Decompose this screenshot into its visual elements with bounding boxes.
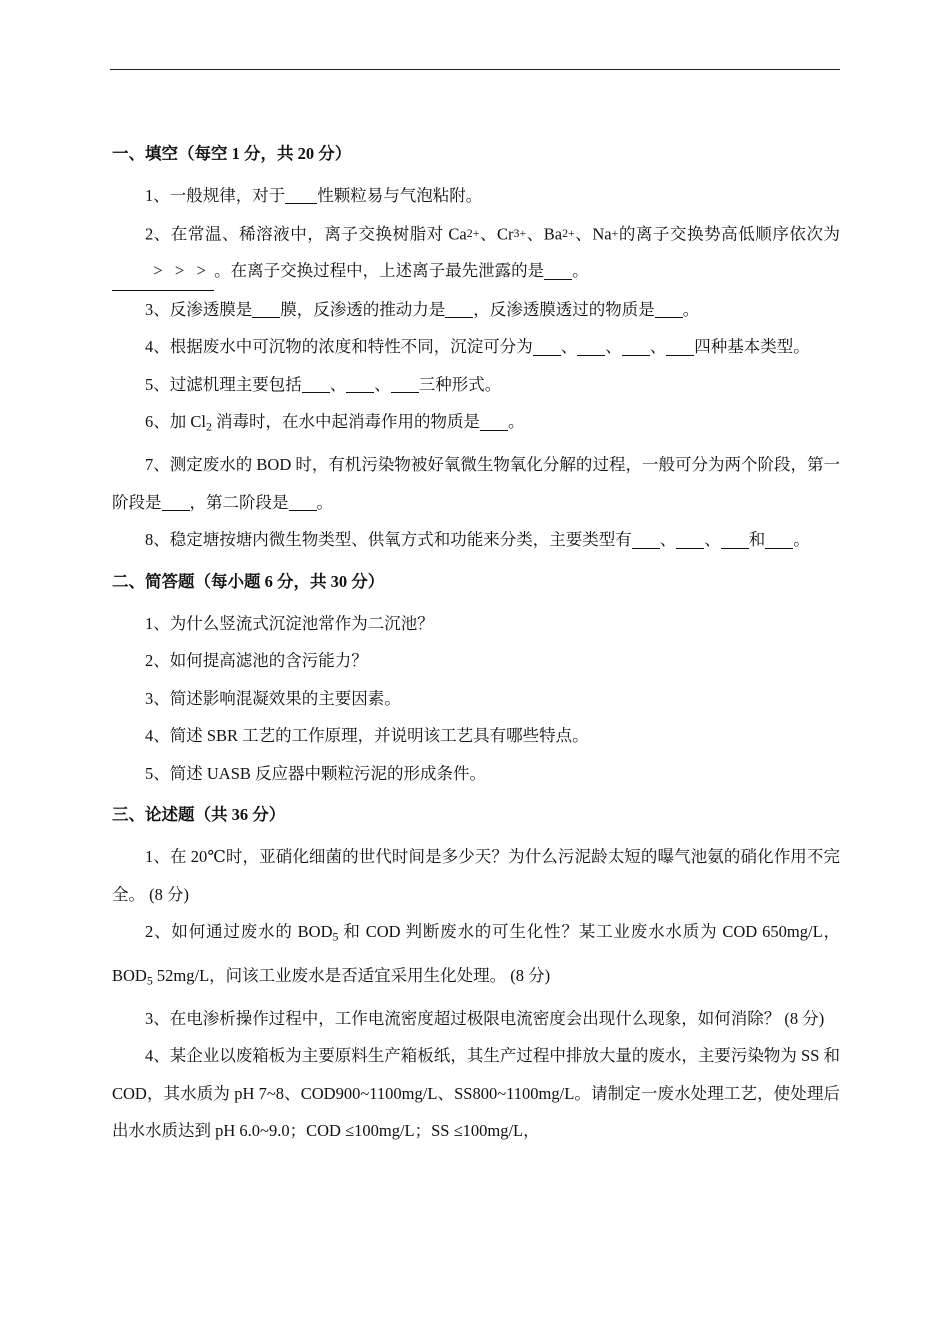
essay-q4: 4、某企业以废箱板为主要原料生产箱板纸，其生产过程中排放大量的废水，主要污染物为 SS 和 COD，其水质为 pH 7~8、COD900~1100mg/L、SS800~1100mg/L。请制定一废水处理工艺，使处理后出水水质达到 pH 6.0~9.0；COD ≤100mg/L；SS ≤100mg/L， xyxy=(112,1046,840,1141)
blank[interactable] xyxy=(655,300,683,318)
section3-title: 三、论述题（共 36 分） xyxy=(112,805,286,825)
fill-q6: 6、加 $Cl_2$ 消毒时，在水中起消毒作用的物质是 。 xyxy=(145,412,525,434)
blank[interactable] xyxy=(302,375,330,393)
blank[interactable] xyxy=(346,375,374,393)
fill-q4: 4、根据废水中可沉物的浓度和特性不同，沉淀可分为 、 、 、 四种基本类型。 xyxy=(145,337,810,357)
short-answer-q2: 2、如何提高滤池的含污能力？ xyxy=(145,651,368,671)
blank[interactable] xyxy=(577,337,605,355)
blank[interactable] xyxy=(544,261,572,279)
fill-q1: 1、一般规律，对于 性颗粒易与气泡粘附。 xyxy=(145,186,483,205)
blank[interactable] xyxy=(162,493,190,511)
order-blank[interactable]: > > > xyxy=(112,252,214,291)
section2-title: 二、简答题（每小题 6 分，共 30 分） xyxy=(112,571,385,591)
blank[interactable] xyxy=(445,300,473,318)
short-answer-q1: 1、为什么竖流式沉淀池常作为二沉池？ xyxy=(145,613,434,633)
blank[interactable] xyxy=(285,186,317,204)
blank[interactable] xyxy=(289,493,317,511)
essay-q2: 2、如何通过废水的 $BOD_5$ 和 COD 判断废水的可生化性？某工业废水水质为 COD 650mg/L，$BOD_5$ 52mg/L，问该工业废水是否适宜采用生化处理。 (8 分) xyxy=(112,922,840,988)
short-answer-q3: 3、简述影响混凝效果的主要因素。 xyxy=(145,688,401,708)
blank[interactable] xyxy=(480,412,508,430)
short-answer-q4: 4、简述 SBR 工艺的工作原理，并说明该工艺具有哪些特点。 xyxy=(145,726,589,746)
blank[interactable] xyxy=(391,375,419,393)
blank[interactable] xyxy=(622,337,650,355)
blank[interactable] xyxy=(765,530,793,548)
blank[interactable] xyxy=(676,530,704,548)
fill-q8: 8、稳定塘按塘内微生物类型、供氧方式和功能来分类，主要类型有 、 、 和 。 xyxy=(145,530,810,550)
fill-q3: 3、反渗透膜是 膜，反渗透的推动力是 ，反渗透膜透过的物质是 。 xyxy=(145,299,700,319)
essay-q3: 3、在电渗析操作过程中，工作电流密度超过极限电流密度会出现什么现象，如何消除？ (8 分) xyxy=(145,1008,825,1028)
blank[interactable] xyxy=(632,530,660,548)
header-rule xyxy=(110,69,840,70)
blank[interactable] xyxy=(721,530,749,548)
exam-body xyxy=(112,140,840,1150)
section1-title: 一、填空（每空 1 分，共 20 分） xyxy=(112,144,352,163)
fill-q5: 5、过滤机理主要包括 、 、 三种形式。 xyxy=(145,374,502,394)
fill-q7: 7、测定废水的 BOD 时，有机污染物被好氧微生物氧化分解的过程，一般可分为两个阶段，第一阶段是 ，第二阶段是 。 xyxy=(112,455,840,512)
blank[interactable] xyxy=(666,337,694,355)
blank[interactable] xyxy=(252,300,280,318)
blank[interactable] xyxy=(533,337,561,355)
fill-q2: 2、在常温、稀溶液中，离子交换树脂对 Ca2+、Cr3+、Ba2+、Na+的离子交换势高低顺序依次为 > > > 。在离子交换过程中，上述离子最先泄露的是 。 xyxy=(112,215,840,291)
essay-q1: 1、在 20℃时，亚硝化细菌的世代时间是多少天？为什么污泥龄太短的曝气池氨的硝化作用不完全。 (8 分) xyxy=(112,847,840,904)
short-answer-q5: 5、简述 UASB 反应器中颗粒污泥的形成条件。 xyxy=(145,763,487,783)
